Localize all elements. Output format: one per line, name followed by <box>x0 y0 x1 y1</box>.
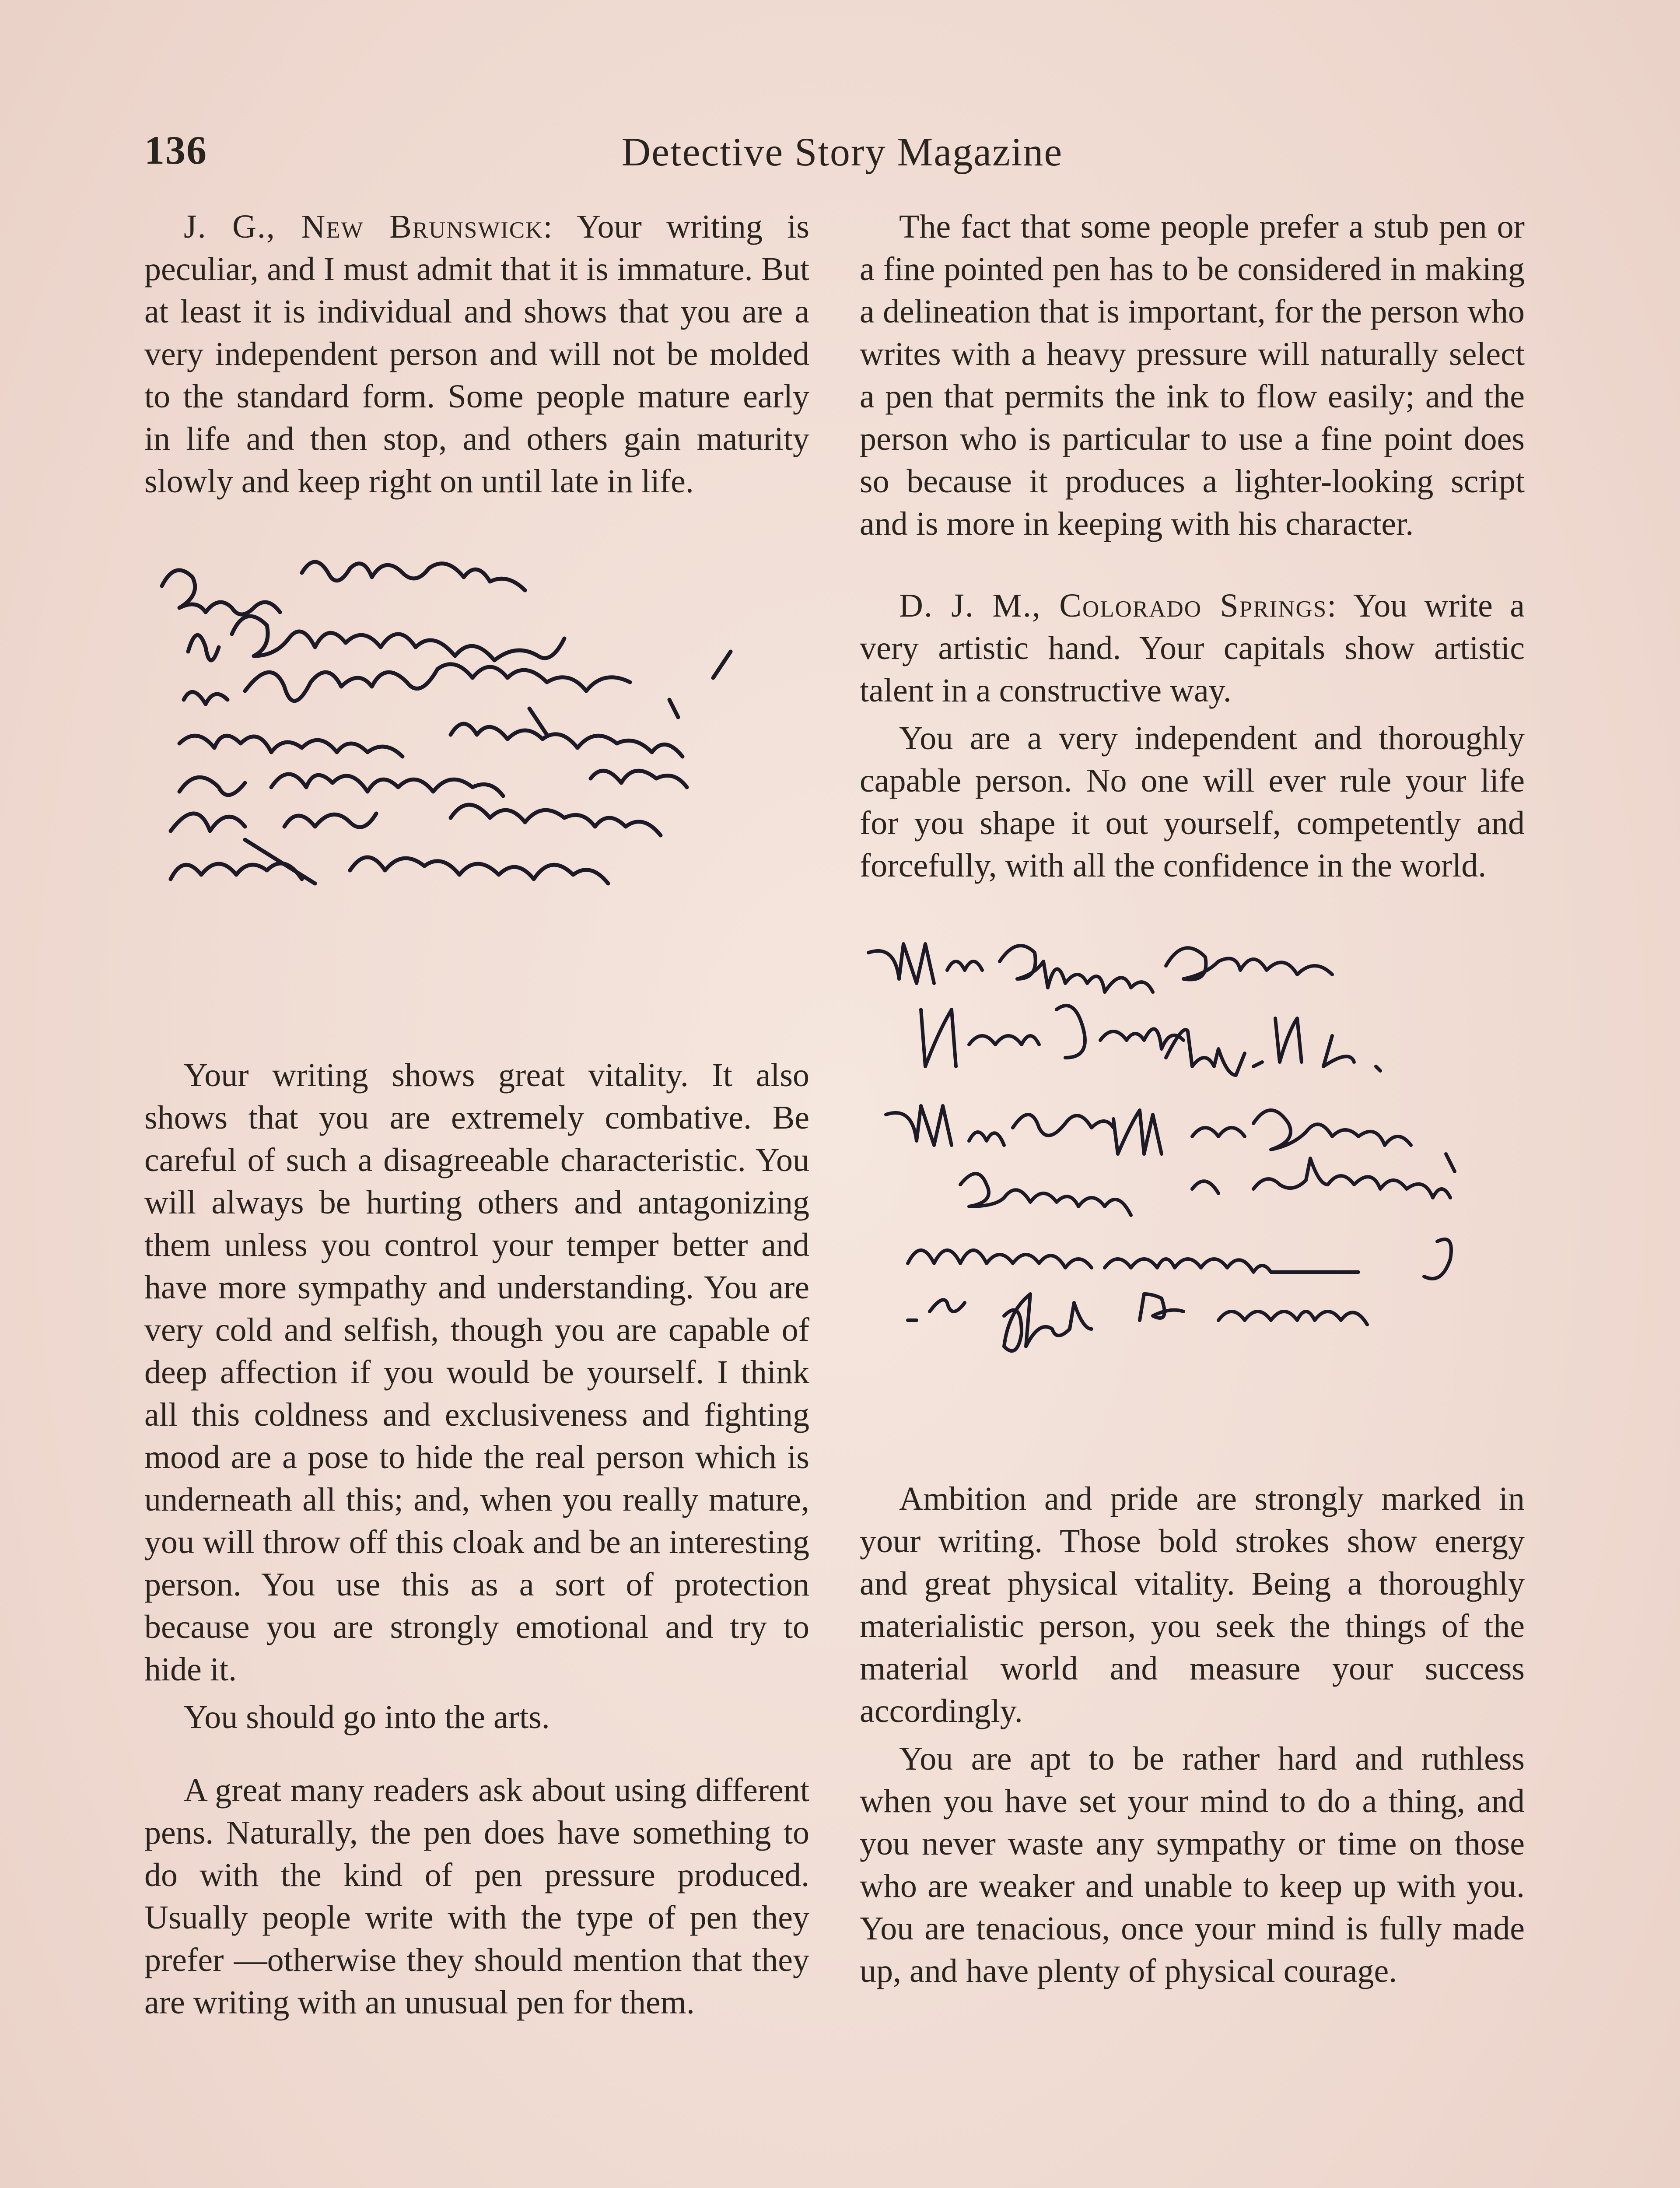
analysis-jg-paragraph-2: You should go into the arts. <box>184 1699 550 1736</box>
analysis-jg-paragraph-1: Your writing shows great vitality. It also shows that you are extremely combative. Be careful of such a disagreeable characteristic. You will always be hurting others and antagonizing them unless you control your temper better and have more sympathy and understanding. You are very cold and selfish, though you are capable of deep affection if you would be yourself. I think all this coldness and exclusiveness and fighting mood are a pose to hide the real person which is underneath all this; and, when you really mature, you will throw off this cloak and be an interesting person. You use this as a sort of protection because you are strongly emotional and try to hide it. <box>144 1057 809 1688</box>
handwriting-specimen-jg <box>144 533 809 1015</box>
page-number: 136 <box>144 128 207 172</box>
analysis-djm-paragraph-1: Ambition and pride are strongly marked in your writing. Those bold strokes show energy and great physical vitality. Being a thoroughly materialistic person, you seek the things of the material world and measure your success accordingly. <box>860 1480 1525 1729</box>
left-column <box>144 206 809 2024</box>
magazine-title: Detective Story Magazine <box>621 130 1063 174</box>
letter-jg-paragraph <box>144 206 809 503</box>
correspondent-name-jg: J. G., New Brunswick: <box>184 208 553 245</box>
letter-djm-paragraph-2: You are a very independent and thoroughly capable person. No one will ever rule your life for you shape it out yourself, competently and forcefully, with all the confidence in the world. <box>860 720 1525 884</box>
pens-paragraph-1: A great many readers ask about using different pens. Naturally, the pen does have something to do with the kind of pen pressure produced. Usually people write with the type of pen they prefer —otherwise they should mention that they are writing with an unusual pen for them. <box>144 1772 809 2021</box>
letter-djm-text: You write a very artistic hand. Your capitals show artistic talent in a constructive way. <box>860 587 1525 709</box>
analysis-djm-paragraph-2: You are apt to be rather hard and ruthless when you have set your mind to do a thing, and you never waste any sympathy or time on those who are weaker and unable to keep up with you. You are tenacious, once your mind is fully made up, and have plenty of physical courage. <box>860 1740 1525 1989</box>
handwriting-specimen-djm <box>860 926 1525 1473</box>
page-header <box>144 127 1540 193</box>
letter-jg-text: Your writing is peculiar, and I must admit that it is immature. But at least it is individual and shows that you are a very independent person and will not be molded to the standard form. Some people mature early in life and then stop, and others gain maturity slowly and keep right on until late in life. <box>144 208 809 500</box>
handwriting-sample-image-2 <box>860 926 1525 1473</box>
right-column <box>860 206 1525 1992</box>
letter-djm-paragraph <box>860 585 1525 712</box>
pens-paragraph-2: The fact that some people prefer a stub pen or a fine pointed pen has to be considered in making a delineation that is important, for the person who writes with a heavy pressure will naturally select a pen that permits the ink to flow easily; and the person who is particular to use a fine point does so because it produces a lighter-looking script and is more in keeping with his character. <box>860 208 1525 542</box>
correspondent-name-djm: D. J. M., Colorado Springs: <box>899 587 1337 624</box>
handwriting-sample-image <box>144 533 809 1015</box>
